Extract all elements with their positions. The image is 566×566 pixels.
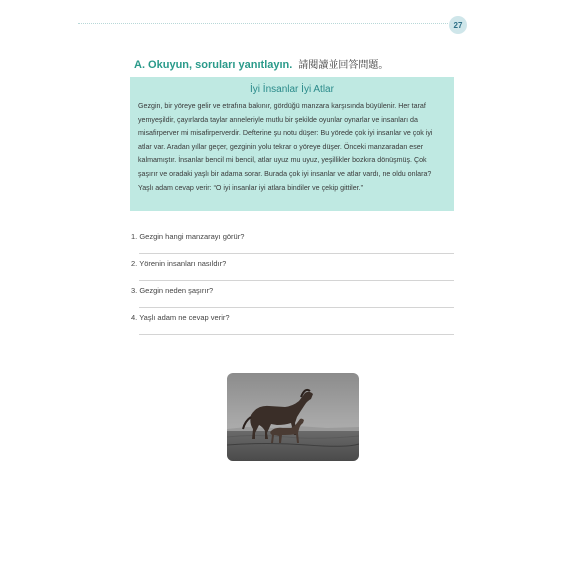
answer-line-4 (139, 334, 454, 335)
page-number-badge (449, 16, 467, 34)
section-heading (134, 56, 388, 71)
story-text: Gezgin, bir yöreye gelir ve etrafına bakınır, gördüğü manzara karşısında büyülenir. Her taraf yemyeşildir, çayırlarda taylar anneleriyle mutlu bir şekilde oyunlar oynarlar ve insanları da misafirperver mi misafirperverdir. Defterine şu notu düşer: Bu yörede çok iyi insanlar ve çok iyi atlar var. Aradan yıllar geçer, gezginin yolu tekrar o yöreye düşer. Önceki manzaradan eser kalmamıştır. İnsanlar bencil mi bencil, atlar uyuz mu uyuz, yeşillikler bozkıra dönüşmüş. Çok şaşırır ve oradaki yaşlı bir adama sorar. Burada çok iyi insanlar ve atlar vardı, ne oldu onlara? Yaşlı adam cevap verir: “O iyi insanlar iyi atlara bindiler ve çekip gittiler.” (138, 102, 433, 192)
horse-photo (227, 373, 359, 461)
answer-line-2 (139, 280, 454, 281)
answer-line-3 (139, 307, 454, 308)
question-4: 4. Yaşlı adam ne cevap verir? (131, 313, 230, 322)
question-1: 1. Gezgin hangi manzarayı görür? (131, 232, 245, 241)
story-title: İyi İnsanlar İyi Atlar (250, 84, 334, 95)
header-rule (78, 23, 448, 24)
question-3: 3. Gezgin neden şaşırır? (131, 286, 214, 295)
section-heading-chinese: 請閱讀並回答問題。 (298, 60, 389, 71)
question-2: 2. Yörenin insanları nasıldır? (131, 259, 227, 268)
story-box (130, 77, 454, 211)
page-number: 27 (453, 20, 463, 30)
answer-line-1 (139, 253, 454, 254)
section-heading-text: A. Okuyun, soruları yanıtlayın. (134, 59, 293, 71)
horse-and-foal-image (227, 373, 359, 461)
